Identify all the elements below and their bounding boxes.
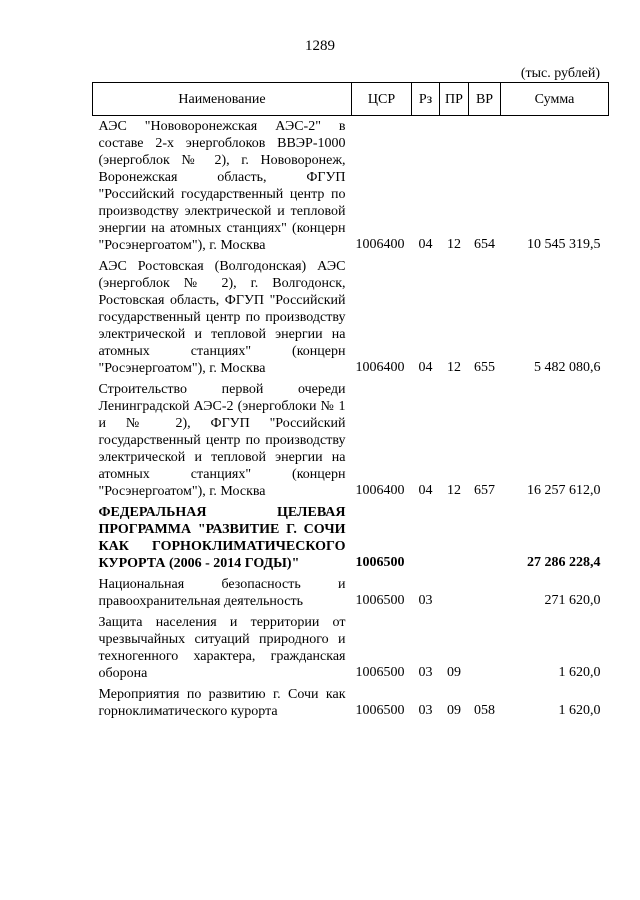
table-row — [93, 574, 609, 612]
row-rz: 03 — [418, 703, 433, 718]
header-vr: ВР — [469, 83, 501, 116]
row-vr — [469, 574, 501, 612]
row-pr: 09 — [447, 703, 461, 718]
row-rz: 04 — [418, 237, 433, 252]
table-row — [93, 116, 609, 257]
budget-table — [92, 82, 609, 722]
row-pr — [440, 502, 469, 574]
row-rz: 03 — [418, 665, 433, 680]
row-pr: 12 — [447, 483, 461, 498]
row-rz: 03 — [418, 593, 433, 608]
row-csr: 1006500 — [355, 665, 405, 680]
header-pr: ПР — [440, 83, 469, 116]
header-name: Наименование — [93, 83, 352, 116]
row-name: ФЕДЕРАЛЬНАЯ ЦЕЛЕВАЯ ПРОГРАММА "РАЗВИТИЕ Г. СОЧИ КАК ГОРНОКЛИМАТИЧЕСКОГО КУРОРТА (2006 - 2014 ГОДЫ)" — [98, 505, 346, 571]
row-name: Национальная безопасность и правоохранительная деятельность — [98, 577, 346, 609]
row-sum: 16 257 612,0 — [527, 483, 601, 498]
row-rz — [412, 502, 440, 574]
row-csr: 1006500 — [355, 555, 405, 570]
header-csr: ЦСР — [352, 83, 412, 116]
row-sum: 1 620,0 — [558, 703, 601, 718]
row-pr: 09 — [447, 665, 461, 680]
row-csr: 1006400 — [355, 483, 405, 498]
row-sum: 5 482 080,6 — [534, 360, 601, 375]
row-name: Мероприятия по развитию г. Сочи как горноклиматического курорта — [98, 687, 346, 719]
row-vr: 058 — [474, 703, 495, 718]
table-row — [93, 379, 609, 502]
row-sum: 1 620,0 — [558, 665, 601, 680]
units-label: (тыс. рублей) — [520, 66, 600, 81]
row-pr: 12 — [447, 237, 461, 252]
header-rz: Рз — [412, 83, 440, 116]
page-number: 1289 — [305, 38, 335, 54]
row-vr — [469, 612, 501, 684]
row-sum: 271 620,0 — [544, 593, 601, 608]
row-name: Защита населения и территории от чрезвычайных ситуаций природного и техногенного характера, гражданская оборона — [98, 615, 346, 681]
row-csr: 1006400 — [355, 360, 405, 375]
table-row — [93, 612, 609, 684]
row-sum: 27 286 228,4 — [527, 555, 601, 570]
row-pr: 12 — [447, 360, 461, 375]
row-vr: 657 — [474, 483, 495, 498]
row-name: АЭС Ростовская (Волгодонская) АЭС (энергоблок № 2), г. Волгодонск, Ростовская область, ФГУП "Российский государственный центр по производству электрической и тепловой энергии на атомных станциях" (концерн "Росэнергоатом"), г. Москва — [98, 259, 346, 376]
row-rz: 04 — [418, 483, 433, 498]
row-csr: 1006500 — [355, 593, 405, 608]
row-csr: 1006400 — [355, 237, 405, 252]
table-header-row — [93, 83, 609, 116]
row-csr: 1006500 — [355, 703, 405, 718]
table-row — [93, 684, 609, 722]
row-vr: 655 — [474, 360, 495, 375]
row-name: Строительство первой очереди Ленинградской АЭС-2 (энергоблоки № 1 и № 2), ФГУП "Российский государственный центр по производству электрической и тепловой энергии на атомных станциях" (концерн "Росэнергоатом"), г. Москва — [98, 382, 346, 499]
row-vr: 654 — [474, 237, 495, 252]
row-rz: 04 — [418, 360, 433, 375]
header-sum: Сумма — [501, 83, 609, 116]
row-sum: 10 545 319,5 — [527, 237, 601, 252]
row-pr — [440, 574, 469, 612]
row-name: АЭС "Нововоронежская АЭС-2" в составе 2-х энергоблоков ВВЭР-1000 (энергоблок № 2), г. Нововоронеж, Воронежская область, ФГУП "Российский государственный центр по производству электрической и тепловой энергии на атомных станциях" (концерн "Росэнергоатом"), г. Москва — [98, 119, 346, 253]
row-vr — [469, 502, 501, 574]
table-row — [93, 256, 609, 379]
table-row-program-total — [93, 502, 609, 574]
